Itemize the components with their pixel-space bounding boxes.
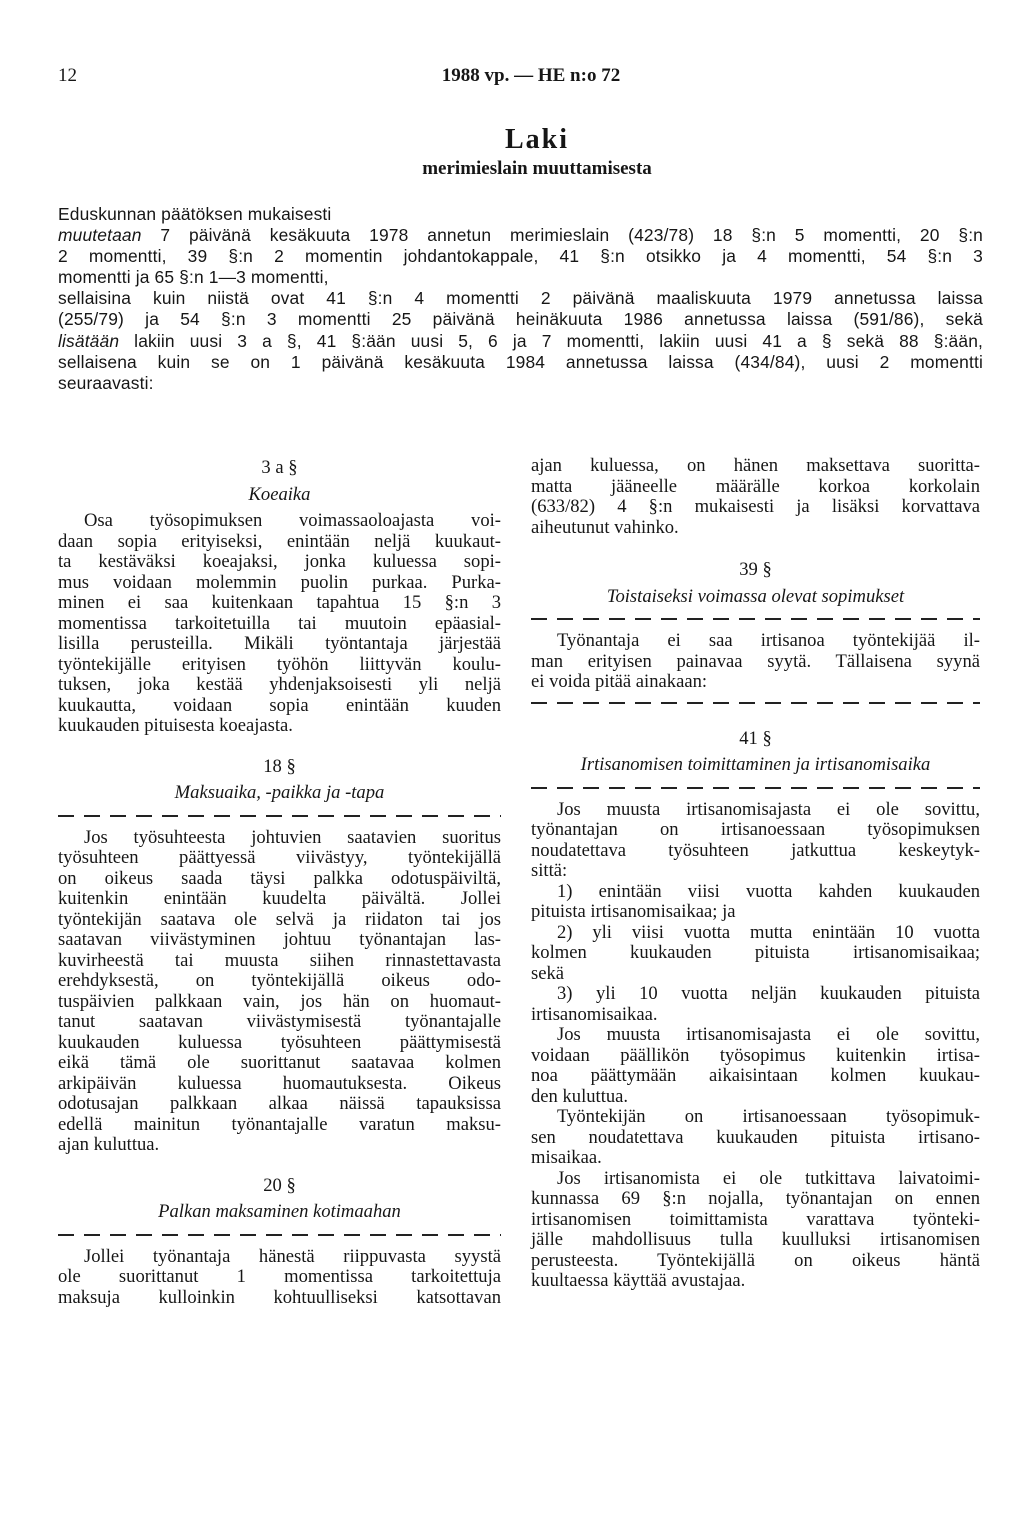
body-line: kuultaessa käyttää avustajaa. [531,1270,746,1291]
body-line: ei voida pitää ainakaan: [531,671,708,692]
body-line: den kuluttua. [531,1085,629,1107]
preamble-verb: muutetaan [58,225,142,246]
left-column [58,458,501,1308]
preamble-line: Eduskunnan päätöksen mukaisesti [58,204,332,224]
preamble-line: seuraavasti: [58,372,154,393]
body-line: Työnantaja ei saa irtisanoa työntekijää il- [557,630,980,651]
body-line: ajan kuluessa, on hänen maksettava suoritta- [531,455,980,476]
body-line: Jollei työnantaja hänestä riippuvasta syystä [84,1245,501,1267]
preamble-line: momentti ja 65 §:n 1—3 momentti, [58,267,329,288]
body-line: minen ei saa kuitenkaan tapahtua 15 §:n 3 [58,592,501,613]
body-line: arkipäivän kuluessa huomautuksesta. Oikeus [58,1072,501,1094]
preamble-text: 7 päivänä kesäkuuta 1978 annetun merimieslain (423/78) 18 §:n 5 momentti, 20 §:n [141,225,983,246]
body-line: matta jääneelle määrälle korkoa korkolain [531,475,980,497]
law-title: Laki [504,124,570,155]
body-line: eikä tämä ole suorittanut saatavaa kolmen [58,1052,501,1073]
preamble-line: sellaisina kuin niistä ovat 41 §:n 4 momentti 2 päivänä maaliskuuta 1979 annetussa laissa [58,288,983,309]
body-line: irtisanomisaikaa. [531,1003,658,1025]
law-subtitle: merimieslain muuttamisesta [422,158,652,179]
body-line: jälle mahdollisuus tulla kuulluksi irtisanomisen [531,1229,980,1250]
body-line: Työntekijän on irtisanoessaan työsopimuk- [557,1106,980,1127]
body-line: Osa työsopimuksen voimassaoloajasta voi- [84,510,501,531]
body-line: tuspäivien palkkaan vain, jos hän on huomaut- [58,990,501,1012]
section-title: Toistaiseksi voimassa olevat sopimukset [606,585,905,607]
body-line: sen noudatettava kuukauden pituista irtisano- [531,1126,980,1148]
body-line: ajan kuluttua. [58,1134,160,1155]
preamble-line: 2 momentti, 39 §:n 2 momentin johdantokappale, 41 §:n otsikko ja 4 momentti, 54 §:n 3 [58,246,983,267]
body-line: sittä: [531,860,568,881]
omission-dashes [531,782,980,792]
section-title: Palkan maksaminen kotimaahan [158,1201,401,1222]
section-number: 18 § [263,755,296,777]
omission-dashes [531,613,980,623]
section-body [58,828,501,1156]
preamble-line [58,225,983,246]
preamble-text: lakiin uusi 3 a §, 41 §:ään uusi 5, 6 ja 7 momentti, lakiin uusi 41 a § sekä 88 §:ään, [119,330,983,351]
body-line: kuvirheestä tai muusta siihen rinnastettavasta [58,949,501,971]
body-line: kuukauden kuluessa työsuhteen päättymisestä [58,1031,501,1053]
body-line: työntekijälle erityisen työhön liittyvän koulu- [58,653,501,675]
preamble-line: (255/79) ja 54 §:n 3 momentti 25 päivänä heinäkuuta 1986 annetussa laissa (591/86), sekä [58,309,983,330]
body-line: noa päättymään aikaisintaan kolmen kuukau- [531,1065,980,1086]
body-line: tuksen, joka kestää yhdenjaksoisesti yli neljä [58,674,501,695]
body-line: 1) enintään viisi vuotta kahden kuukauden [557,880,980,902]
body-line: maksuja kulloinkin kohtuulliseksi katsottavan [58,1286,501,1308]
body-line: työsuhteen päättyessä viivästyy, työntekijällä [58,847,501,868]
body-line: perusteesta. Työntekijällä on oikeus häntä [531,1249,980,1271]
body-line: voidaan päällikön työsopimus kuitenkin irtisa- [531,1044,980,1066]
section-body [58,1247,501,1309]
body-line: 2) yli viisi vuotta mutta enintään 10 vuotta [557,921,980,943]
body-line: kunnassa 69 §:n nojalla, työnantajan on ennen [531,1188,980,1209]
section-number: 41 § [739,727,772,749]
page-number: 12 [58,65,77,86]
omission-dashes [58,1229,501,1239]
section-title: Maksuaika, -paikka ja -tapa [174,782,385,803]
preamble [58,204,983,394]
body-line: edellä mainitun työnantajalle varatun maksu- [58,1113,501,1135]
omission-dashes [531,697,980,707]
body-line: irtisanomisen toimittamista varattava työnteki- [531,1208,980,1230]
body-line: lisilla perusteilla. Mikäli työntantaja järjestää [58,633,501,654]
body-line: Jos työsuhteesta johtuvien saatavien suoritus [84,826,501,848]
body-line: (633/82) 4 §:n mukaisesti ja lisäksi korvattava [531,496,980,517]
preamble-line: sellaisena kuin se on 1 päivänä kesäkuuta 1984 annetussa laissa (434/84), uusi 2 momentti [58,351,983,372]
body-line: pituista irtisanomisaikaa; ja [531,901,736,922]
section-continuation [531,456,980,538]
body-line: kuukautta, voidaan sopia enintään kuuden [58,694,501,716]
body-line: Jos muusta irtisanomisajasta ei ole sovittu, [557,798,980,820]
section-number: 39 § [739,559,772,580]
running-header: 1988 vp. — HE n:o 72 [441,65,621,86]
body-line: ole suorittanut 1 momentissa tarkoitettuja [58,1266,501,1287]
body-line: odotusajan palkkaan alkaa näissä tapauksissa [58,1093,501,1114]
section-body [531,631,980,693]
body-line: 3) yli 10 vuotta neljän kuukauden pituista [557,983,980,1004]
preamble-verb: lisätään [58,330,120,351]
body-line: man erityisen painavaa syytä. Tällaisena syynä [531,650,980,672]
body-line: ta kestäväksi koeajaksi, jonka kuluessa sopi- [58,551,501,572]
body-line: kuukauden pituisesta koeajasta. [58,715,293,736]
body-line: mus voidaan molemmin puolin purkaa. Purka- [58,571,501,593]
body-line: noudatettava työsuhteen jatkuttua keskeytyk- [531,839,980,861]
body-line: on oikeus saada täysi palkka odotuspäiviltä, [58,867,501,889]
section-number: 3 a § [261,457,298,478]
body-line: Jos muusta irtisanomisajasta ei ole sovittu, [557,1024,980,1045]
section-number: 20 § [263,1174,296,1196]
body-line: työntekijän saatava ole selvä ja riidaton tai jos [58,908,501,930]
body-line: momentissa tarkoitetuilla tai muutoin epäasial- [58,612,501,634]
section-body [531,800,980,1292]
body-line: erehdyksestä, on työntekijällä oikeus odo- [58,970,501,991]
right-column [531,456,980,1292]
body-line: Jos irtisanomista ei ole tutkittava laivatoimi- [557,1167,980,1189]
body-line: misaikaa. [531,1147,602,1168]
body-line: aiheutunut vahinko. [531,516,679,538]
body-line: työnantajan on irtisanoessaan työsopimuksen [531,819,980,840]
omission-dashes [58,810,501,820]
body-line: tanut saatavan viivästymisestä työnantajalle [58,1011,501,1032]
body-line: sekä [531,962,565,984]
body-line: kolmen kuukauden pituista irtisanomisaikaa; [531,942,980,963]
body-line: daan sopia erityiseksi, enintään neljä kuukaut- [58,530,501,552]
preamble-line [58,331,983,352]
section-title: Koeaika [248,483,311,505]
body-line: saatavan viivästyminen johtuu työnantajan las- [58,929,501,950]
section-body [58,511,501,737]
body-line: kuitenkin enintään kuudelta päivältä. Jollei [58,888,501,909]
section-title: Irtisanomisen toimittaminen ja irtisanomisaika [580,754,931,775]
